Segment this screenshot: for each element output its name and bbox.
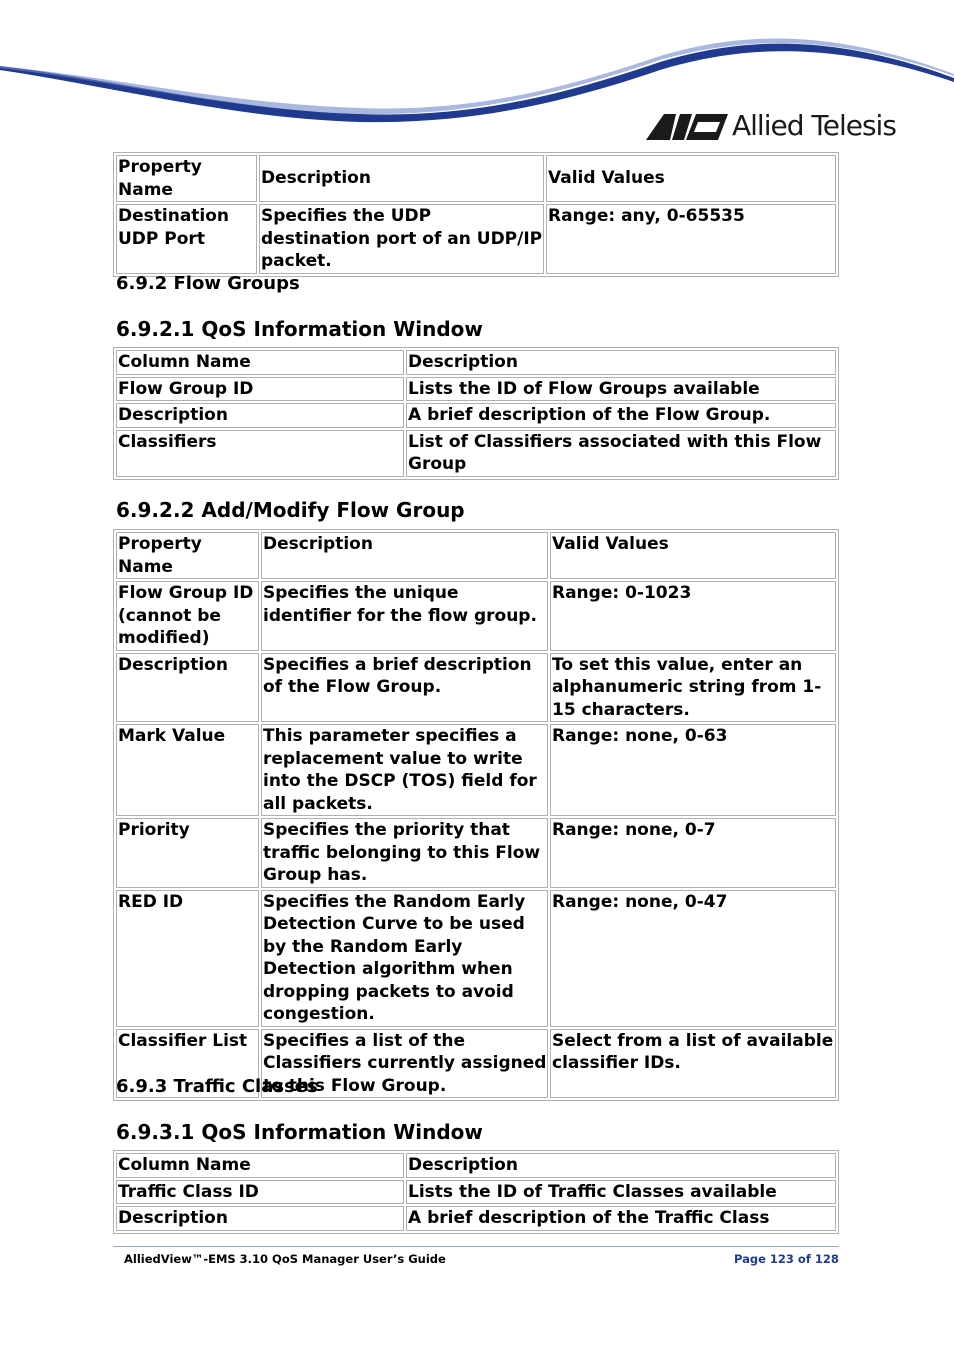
header-cell: Property Name — [116, 155, 257, 202]
header-cell: Column Name — [116, 350, 404, 375]
table-cell: Description — [116, 1206, 404, 1231]
table-row — [116, 653, 836, 723]
table-cell: Specifies a brief description of the Flow Group. — [261, 653, 548, 723]
table-row — [116, 204, 836, 274]
table-cell: Lists the ID of Traffic Classes available — [406, 1180, 836, 1205]
table-row — [116, 724, 836, 816]
table-cell: This parameter specifies a replacement value to write into the DSCP (TOS) field for all packets. — [261, 724, 548, 816]
section-heading: 6.9.2 Flow Groups — [116, 273, 300, 294]
table-cell: Specifies the Random Early Detection Curve to be used by the Random Early Detection algorithm when dropping packets to avoid congestion. — [261, 890, 548, 1027]
table-row — [116, 430, 836, 477]
table-cell: Description — [116, 653, 259, 723]
header-cell: Property Name — [116, 532, 259, 579]
table-cell: Specifies the UDP destination port of an UDP/IP packet. — [259, 204, 544, 274]
section-heading: 6.9.3.1 QoS Information Window — [116, 1120, 483, 1144]
table-row — [116, 1180, 836, 1205]
table-cell: Specifies a list of the Classifiers currently assigned to this Flow Group. — [261, 1029, 548, 1099]
table-row — [116, 377, 836, 402]
table-header-row — [116, 532, 836, 579]
table-cell: Range: 0-1023 — [550, 581, 836, 651]
table-cell: Traffic Class ID — [116, 1180, 404, 1205]
allied-telesis-logo — [646, 108, 906, 146]
table-cell: Flow Group ID (cannot be modified) — [116, 581, 259, 651]
logo-mark-icon — [646, 114, 728, 140]
flow-group-qos-table — [113, 347, 839, 480]
table-cell: Flow Group ID — [116, 377, 404, 402]
table-row — [116, 1206, 836, 1231]
section-heading: 6.9.2.1 QoS Information Window — [116, 317, 483, 341]
table-cell: A brief description of the Flow Group. — [406, 403, 836, 428]
table-row — [116, 581, 836, 651]
table-row — [116, 818, 836, 888]
table-cell: Description — [116, 403, 404, 428]
header-cell: Description — [261, 532, 548, 579]
table-cell: Lists the ID of Flow Groups available — [406, 377, 836, 402]
traffic-class-qos-table — [113, 1150, 839, 1234]
udp-property-table — [113, 152, 839, 277]
table-cell: To set this value, enter an alphanumeric string from 1-15 characters. — [550, 653, 836, 723]
table-row — [116, 890, 836, 1027]
table-cell: Classifiers — [116, 430, 404, 477]
logo-text: Allied Telesis — [732, 109, 896, 142]
table-cell: Range: none, 0-63 — [550, 724, 836, 816]
table-cell: Priority — [116, 818, 259, 888]
table-cell: Range: any, 0-65535 — [546, 204, 836, 274]
table-cell: A brief description of the Traffic Class — [406, 1206, 836, 1231]
section-heading: 6.9.2.2 Add/Modify Flow Group — [116, 498, 465, 522]
header-cell: Valid Values — [550, 532, 836, 579]
table-cell: Classifier List — [116, 1029, 259, 1099]
table-header-row — [116, 155, 836, 202]
header-cell: Description — [259, 155, 544, 202]
table-cell: Destination UDP Port — [116, 204, 257, 274]
header-cell: Description — [406, 350, 836, 375]
table-cell: Specifies the unique identifier for the flow group. — [261, 581, 548, 651]
table-cell: Range: none, 0-7 — [550, 818, 836, 888]
header-cell: Column Name — [116, 1153, 404, 1178]
section-heading: 6.9.3 Traffic Classes — [116, 1076, 318, 1097]
footer-doc-title: AlliedView™-EMS 3.10 QoS Manager User’s Guide — [124, 1252, 446, 1266]
add-modify-flow-group-table — [113, 529, 839, 1101]
header-cell: Description — [406, 1153, 836, 1178]
table-cell: List of Classifiers associated with this Flow Group — [406, 430, 836, 477]
footer-page-number: Page 123 of 128 — [734, 1252, 839, 1266]
table-cell: RED ID — [116, 890, 259, 1027]
header-cell: Valid Values — [546, 155, 836, 202]
table-cell: Mark Value — [116, 724, 259, 816]
footer-divider — [113, 1246, 839, 1247]
table-row — [116, 403, 836, 428]
table-cell: Specifies the priority that traffic belonging to this Flow Group has. — [261, 818, 548, 888]
table-cell: Select from a list of available classifier IDs. — [550, 1029, 836, 1099]
table-header-row — [116, 350, 836, 375]
table-cell: Range: none, 0-47 — [550, 890, 836, 1027]
table-header-row — [116, 1153, 836, 1178]
